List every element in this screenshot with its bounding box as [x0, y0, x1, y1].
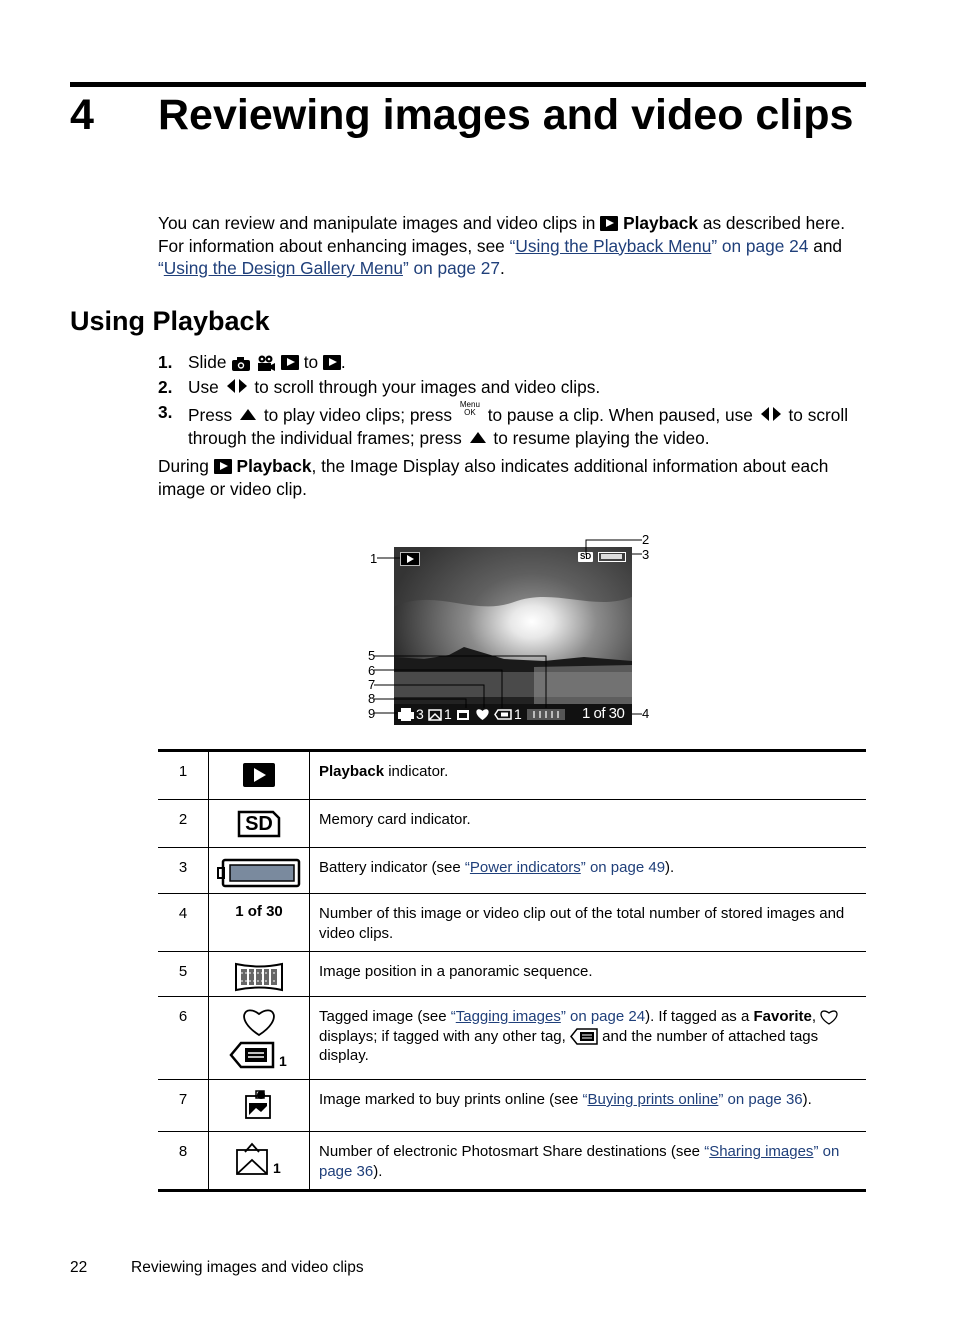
screen-sd-icon: SD [580, 552, 592, 561]
link-sharing-images[interactable]: “Sharing images” on page 36 [319, 1143, 840, 1180]
table-row: 6 1 Tagged image (see “Tagging images” on page 24). If tagged as a Favorite, displays; if tagged with any other tag, and the number of attached tags display. [158, 997, 866, 1080]
heart-icon [820, 1009, 838, 1025]
chapter-rule [70, 82, 866, 87]
callout-7: 7 [368, 677, 376, 692]
chapter-title: Reviewing images and video clips [158, 91, 854, 139]
tag-icon [570, 1028, 598, 1045]
step-1: 1. Slide to . [158, 352, 346, 372]
screen-tag-count: 1 [514, 706, 522, 722]
callout-4: 4 [642, 706, 650, 721]
left-right-arrows-icon [226, 378, 248, 394]
link-design-gallery-menu[interactable]: “Using the Design Gallery Menu” on page 27 [158, 258, 500, 278]
table-row: 1 Playback indicator. [158, 751, 866, 800]
heart-icon [242, 1007, 276, 1037]
step-2: 2. Use to scroll through your images and video clips. [158, 377, 601, 397]
sd-card-icon: SD [237, 810, 281, 838]
link-tagging-images[interactable]: “Tagging images” on page 24 [450, 1008, 646, 1025]
callout-3: 3 [642, 547, 650, 562]
table-row: 8 1 Number of electronic Photosmart Share destinations (see “Sharing images” on page 36). [158, 1132, 866, 1191]
steps-list [158, 351, 870, 452]
footer-title: Reviewing images and video clips [131, 1259, 364, 1276]
video-icon [256, 355, 276, 372]
table-row: 5 Image position in a panoramic sequence. [158, 952, 866, 997]
panorama-icon [234, 962, 284, 992]
link-buying-prints-online[interactable]: “Buying prints online” on page 36 [582, 1091, 803, 1108]
callout-5: 5 [368, 648, 376, 663]
playback-icon [600, 216, 618, 231]
battery-icon [217, 858, 301, 888]
screen-buy-count: 1 [444, 706, 452, 722]
callout-9: 9 [368, 706, 376, 721]
table-row: 7 Image marked to buy prints online (see “Buying prints online” on page 36). [158, 1080, 866, 1132]
share-icon [235, 1142, 269, 1176]
intro-text: as described here. For information about enhancing images, see [158, 213, 846, 256]
intro-paragraph: You can review and manipulate images and video clips in Playback as described here. For information about enhancing images, see “Using the Playback Menu” on page 24 and “Using the Design Gallery Menu” on page 27. [158, 213, 846, 278]
table-row: 2 SD Memory card indicator. [158, 800, 866, 848]
playback-icon [323, 355, 341, 370]
share-count: 1 [273, 1160, 281, 1176]
buy-prints-icon [244, 1090, 274, 1120]
link-power-indicators[interactable]: “Power indicators” on page 49 [464, 859, 666, 876]
intro-text: and [813, 235, 843, 256]
section-title: Using Playback [70, 306, 270, 336]
chapter-number: 4 [70, 91, 94, 139]
intro-text: You can review and manipulate images and video clips in [158, 213, 596, 233]
playback-label: Playback [623, 213, 699, 233]
camera-icon [231, 356, 251, 371]
callout-2: 2 [642, 532, 650, 547]
callout-8: 8 [368, 691, 376, 706]
left-right-arrows-icon [760, 406, 782, 422]
up-arrow-icon [240, 409, 256, 420]
playback-icon [281, 355, 299, 370]
menu-ok-icon: Menu OK [459, 400, 480, 417]
table-row: 4 1 of 30 Number of this image or video clip out of the total number of stored images and video clips. [158, 894, 866, 952]
table-row: 3 Battery indicator (see “Power indicators” on page 49). [158, 848, 866, 894]
tag-count: 1 [279, 1053, 287, 1069]
playback-icon [214, 459, 232, 474]
playback-screen-figure [364, 530, 664, 730]
callout-6: 6 [368, 663, 376, 678]
screen-image-counter: 1 of 30 [582, 705, 625, 722]
callout-1: 1 [370, 551, 378, 566]
screen-print-count: 3 [416, 706, 424, 722]
up-arrow-icon [470, 432, 486, 443]
tag-icon [229, 1041, 275, 1069]
step-3: 3. Press to play video clips; press Menu OK to pause a clip. When paused, use to scroll through the individual frames; press to resume playing the video. [158, 400, 849, 448]
callout-lines [364, 530, 664, 730]
indicator-table [158, 749, 866, 1192]
playback-icon [242, 762, 276, 788]
link-playback-menu[interactable]: “Using the Playback Menu” on page 24 [509, 235, 809, 256]
during-paragraph: During Playback, the Image Display also indicates additional information about each image or video clip. [158, 456, 829, 499]
page-number: 22 [70, 1259, 88, 1276]
image-counter-label: 1 of 30 [209, 894, 310, 952]
